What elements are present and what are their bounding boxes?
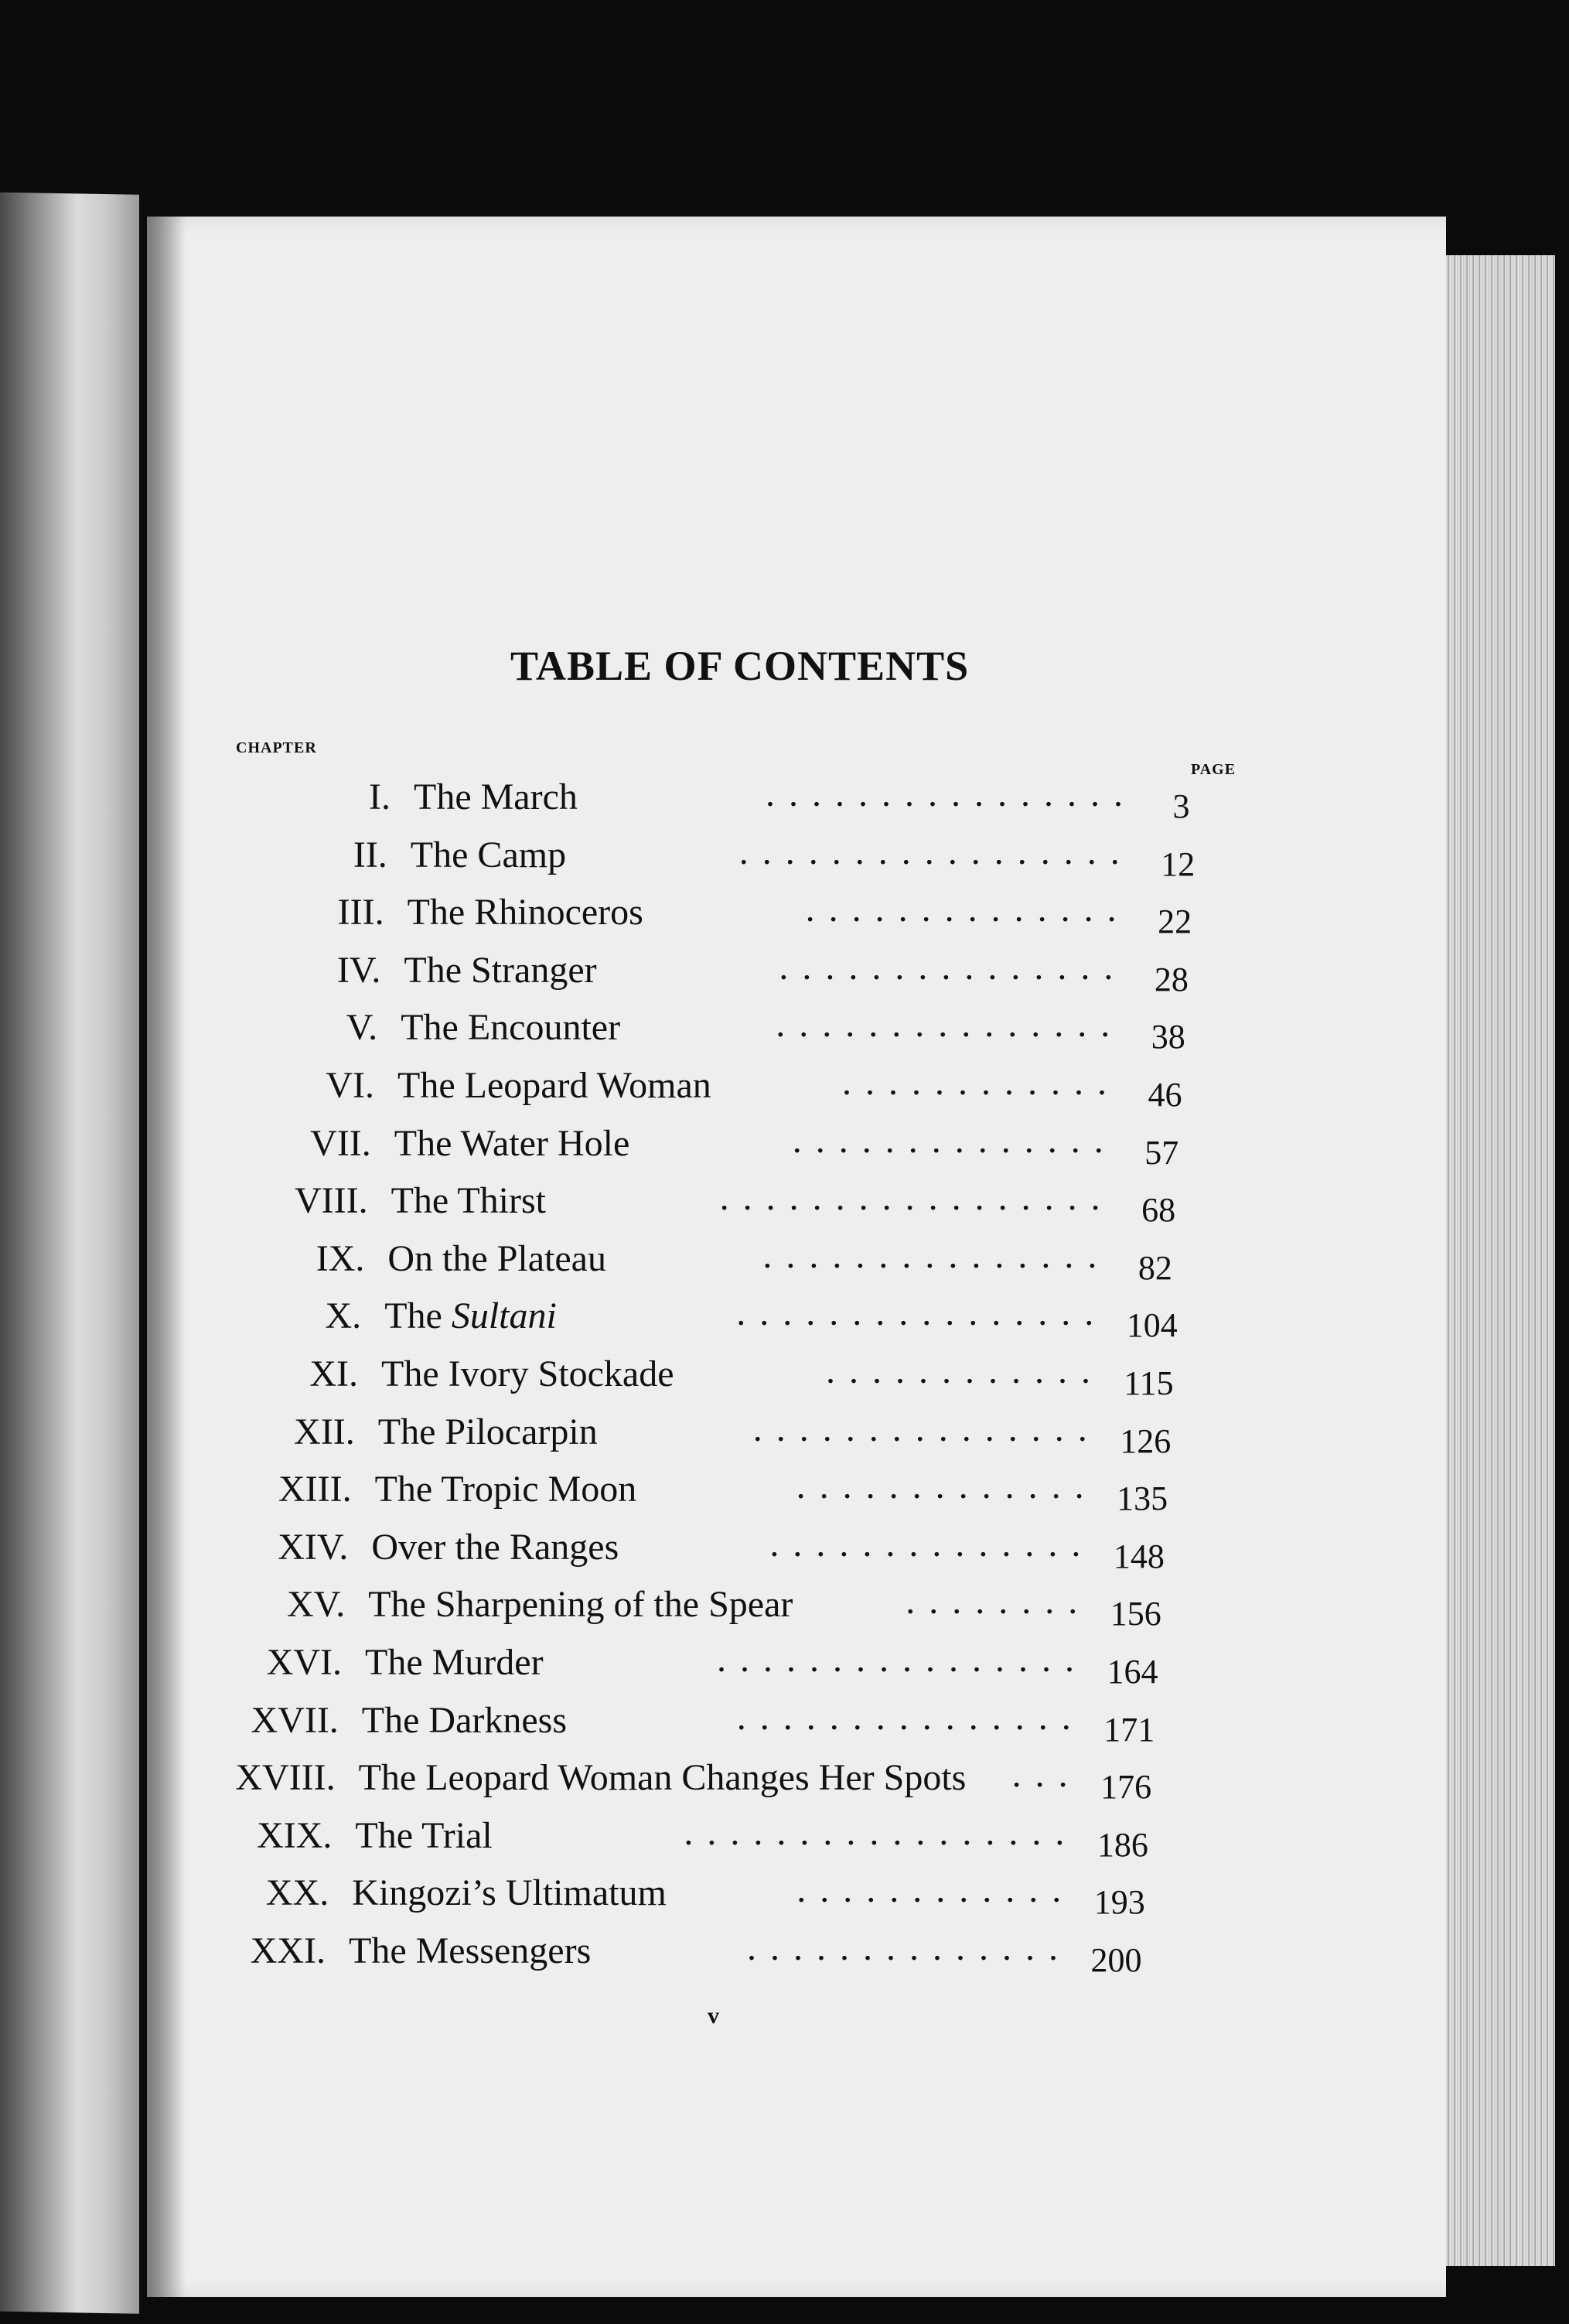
chapter-title-text: The Tropic Moon <box>374 1469 637 1510</box>
chapter-title-text: The Thirst <box>391 1180 547 1222</box>
page-number: 12 <box>1161 845 1196 883</box>
page-title: TABLE OF CONTENTS <box>510 643 970 689</box>
page-number: 22 <box>1158 903 1192 941</box>
chapter-title <box>365 1641 544 1684</box>
chapter-title <box>397 1064 711 1107</box>
chapter-number: VI. <box>326 1065 374 1106</box>
chapter-column-label: CHAPTER <box>236 739 317 756</box>
page-number: 156 <box>1110 1595 1161 1633</box>
dot-leader: ............ <box>842 1062 1120 1103</box>
chapter-number: XIV. <box>278 1526 349 1568</box>
toc-entry <box>213 1234 1219 1292</box>
dot-leader: ........ <box>906 1581 1092 1623</box>
chapter-title <box>371 1526 619 1568</box>
chapter-title <box>359 1756 967 1799</box>
toc-entry <box>201 1468 1206 1522</box>
page-number: 57 <box>1144 1133 1179 1172</box>
dot-leader: .............. <box>805 889 1131 930</box>
page-column-label: PAGE <box>1191 761 1236 778</box>
dot-leader: ................ <box>717 1639 1088 1680</box>
dot-leader: ................. <box>719 1177 1114 1219</box>
toc-entry <box>175 1927 1180 1984</box>
page-number: 148 <box>1113 1537 1165 1575</box>
toc-entry <box>188 1696 1193 1753</box>
chapter-number: VII. <box>310 1122 371 1164</box>
toc-entry <box>223 1064 1229 1118</box>
chapter-title-text: The <box>384 1295 452 1337</box>
page-number: 176 <box>1100 1768 1152 1807</box>
chapter-title-text: The Leopard Woman <box>397 1065 711 1106</box>
toc-entry <box>217 1179 1223 1234</box>
chapter-title-text: The Messengers <box>349 1930 592 1971</box>
chapter-title <box>349 1930 591 1972</box>
chapter-title <box>384 1295 557 1337</box>
page-number: 200 <box>1090 1941 1142 1979</box>
chapter-title <box>411 834 566 876</box>
page-number: 82 <box>1138 1248 1172 1287</box>
dot-leader: ............ <box>796 1869 1076 1911</box>
dot-leader: ............... <box>779 946 1127 988</box>
chapter-title <box>375 1468 637 1510</box>
dot-leader: ............ <box>826 1350 1104 1391</box>
chapter-title <box>391 1179 546 1222</box>
chapter-title <box>378 1411 598 1453</box>
chapter-number: X. <box>325 1295 362 1337</box>
chapter-title-italic: Sultani <box>451 1295 557 1337</box>
toc-entry <box>220 1119 1226 1176</box>
toc-entry <box>227 1006 1232 1060</box>
chapter-title-text: The Ivory Stockade <box>381 1353 674 1394</box>
page-number: 171 <box>1103 1710 1155 1749</box>
page-stack-edge <box>1434 255 1555 2266</box>
toc-entry <box>237 831 1242 888</box>
chapter-title <box>362 1699 567 1742</box>
toc-entry <box>194 1583 1199 1637</box>
toc-entry <box>185 1756 1190 1810</box>
page-folio: v <box>708 2003 719 2029</box>
dot-leader: ............... <box>752 1408 1101 1449</box>
chapter-title-text: The Sharpening of the Spear <box>368 1584 793 1626</box>
chapter-title-text: Kingozi’s Ultimatum <box>352 1872 667 1914</box>
page-number: 38 <box>1151 1018 1185 1056</box>
chapter-title-text: The Encounter <box>401 1007 621 1049</box>
toc-entry <box>181 1811 1186 1868</box>
chapter-number: XVI. <box>266 1642 342 1683</box>
page-number: 115 <box>1124 1364 1174 1402</box>
chapter-number: XII. <box>294 1411 355 1452</box>
chapter-title <box>401 1006 620 1049</box>
chapter-title <box>408 891 643 933</box>
page-number: 135 <box>1117 1479 1168 1518</box>
page-number: 186 <box>1097 1825 1148 1864</box>
page-number: 68 <box>1141 1191 1176 1230</box>
page-number: 3 <box>1172 787 1190 825</box>
chapter-title-text: The Stranger <box>404 949 597 991</box>
chapter-title <box>368 1583 793 1626</box>
chapter-title-text: On the Plateau <box>387 1237 606 1279</box>
page-number: 104 <box>1126 1306 1178 1345</box>
page-number: 193 <box>1093 1883 1145 1922</box>
dot-leader: .............. <box>769 1523 1095 1565</box>
page-number: 164 <box>1107 1653 1158 1691</box>
dot-leader: ............... <box>776 1004 1124 1046</box>
page-number: 126 <box>1120 1421 1172 1460</box>
dot-leader: ................. <box>684 1811 1079 1853</box>
dot-leader: ............... <box>762 1234 1111 1276</box>
gutter-shadow <box>147 217 186 2297</box>
chapter-number: IX. <box>316 1237 365 1279</box>
chapter-number: II. <box>353 834 387 875</box>
dot-leader: ............... <box>736 1696 1085 1738</box>
chapter-number: XXI. <box>250 1930 326 1971</box>
chapter-title <box>355 1814 492 1857</box>
chapter-title-text: The Water Hole <box>394 1122 630 1164</box>
chapter-number: IV. <box>336 949 381 991</box>
chapter-title <box>381 1353 674 1395</box>
chapter-title-text: The Camp <box>410 834 567 875</box>
chapter-number: XVII. <box>251 1699 339 1741</box>
toc-entry <box>178 1869 1183 1926</box>
chapter-title-text: The Rhinoceros <box>407 892 643 933</box>
chapter-number: XI. <box>309 1353 358 1394</box>
previous-page-edge <box>0 192 139 2313</box>
chapter-number: XX. <box>265 1872 329 1914</box>
toc-entry <box>207 1350 1213 1407</box>
chapter-number: V. <box>346 1007 378 1049</box>
toc-entry <box>191 1641 1196 1695</box>
chapter-title-text: The Pilocarpin <box>377 1411 598 1452</box>
chapter-title-text: The Leopard Woman Changes Her Spots <box>358 1757 967 1799</box>
chapter-title-text: The Darkness <box>361 1699 568 1741</box>
chapter-title <box>352 1872 667 1914</box>
toc-entry <box>204 1408 1209 1465</box>
dot-leader: ... <box>1011 1754 1082 1796</box>
chapter-number: XIII. <box>278 1469 352 1510</box>
chapter-title-text: The Trial <box>355 1814 493 1856</box>
toc-entry <box>230 946 1235 1003</box>
dot-leader: ................. <box>738 831 1134 872</box>
chapter-number: VIII. <box>294 1180 368 1222</box>
chapter-title <box>387 1237 606 1280</box>
dot-leader: ............. <box>796 1466 1098 1507</box>
toc-entry <box>234 891 1239 945</box>
chapter-title <box>404 949 596 991</box>
page-number: 28 <box>1154 960 1189 998</box>
dot-leader: .............. <box>792 1119 1117 1161</box>
chapter-number: III. <box>337 892 384 933</box>
page-number: 46 <box>1148 1076 1182 1114</box>
chapter-title <box>414 776 578 818</box>
chapter-title <box>394 1122 629 1165</box>
toc-entry <box>197 1523 1202 1580</box>
chapter-number: XV. <box>287 1584 346 1626</box>
chapter-number: XIX. <box>257 1814 333 1856</box>
toc-entry <box>240 773 1245 830</box>
dot-leader: .............. <box>747 1927 1072 1968</box>
chapter-title-text: Over the Ranges <box>371 1526 619 1568</box>
dot-leader: ................ <box>766 773 1137 814</box>
toc-entry <box>210 1292 1216 1349</box>
chapter-title-text: The March <box>414 776 578 817</box>
chapter-number: I. <box>369 776 391 817</box>
chapter-title-text: The Murder <box>365 1642 544 1683</box>
dot-leader: ................ <box>736 1292 1108 1334</box>
chapter-number: XVIII. <box>235 1757 336 1799</box>
